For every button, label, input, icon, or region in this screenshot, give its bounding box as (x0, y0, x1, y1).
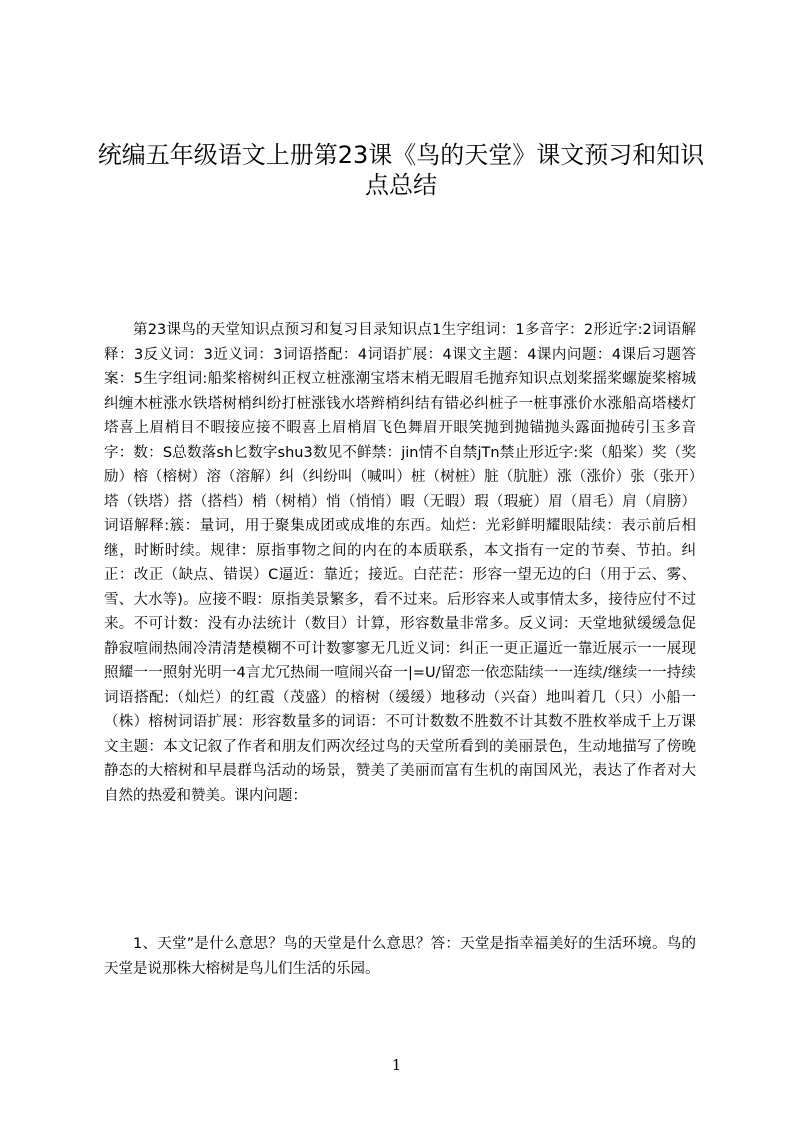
body-paragraph: 第23课鸟的天堂知识点预习和复习目录知识点1生字组词：1多音字：2形近字:2词语解释：3反义词：3近义词：3词语搭配：4词语扩展：4课文主题：4课内问题：4课后习题答案：5生字组词:船桨榕树纠正杈立桩涨潮宝塔末梢无暇眉毛抛弃知识点划桨摇桨螺旋桨榕城纠缠木桩涨水铁塔树梢纠纷打桩涨钱水塔辫梢纠结有错必纠桩子一桩事涨价水涨船高塔楼灯塔喜上眉梢目不暇接应接不暇喜上眉梢眉飞色舞眉开眼笑抛到抛锚抛头露面抛砖引玉多音字：数：S总数落sh匕数字shu3数见不鲜禁：jin情不自禁jTn禁止形近字:桨（船桨）奖（奖励）榕（榕树）溶（溶解）纠（纠纷叫（喊叫）桩（树桩）脏（肮脏）涨（涨价）张（张开）塔（铁塔）搭（搭档）梢（树梢）悄（悄悄）暇（无暇）瑕（瑕疵）眉（眉毛）肩（肩膀）词语解释:簇：量词，用于聚集成团或成堆的东西。灿烂：光彩鲜明耀眼陆续：表示前后相继，时断时续。规律：原指事物之间的内在的本质联系，本文指有一定的节奏、节拍。纠正：改正（缺点、错误）C逼近：靠近；接近。白茫茫：形容一望无边的臼（用于云、雾、雪、大水等)。应接不暇：原指美景繁多，看不过来。后形容来人或事情太多，接待应付不过来。不可计数：没有办法统计（数目）计算，形容数量非常多。反义词：天堂地狱缓缓急促静寂喧闹热闹冷清清楚模糊不可计数寥寥无几近义词：纠正一更正逼近一靠近展示一一展现照耀一一照射光明一4言尤冗热闹一喧闹兴奋一|=U/留恋一依恋陆续一一连续/继续一一持续词语搭配:（灿烂）的红霞（茂盛）的榕树（缓缓）地移动（兴奋）地叫着几（只）小船一（株）榕树词语扩展：形容数量多的词语：不可计数数不胜数不计其数不胜枚举成千上万课文主题：本文记叙了作者和朋友们两次经过鸟的天堂所看到的美丽景色，生动地描写了傍晚静态的大榕树和早晨群鸟活动的场景，赞美了美丽而富有生机的南国风光，表达了作者对大自然的热爱和赞美。课内问题： (104, 322, 696, 804)
document-title: 统编五年级语文上册第23课《鸟的天堂》课文预习和知识点总结 (97, 141, 705, 199)
page-number: 1 (391, 1056, 402, 1074)
question-paragraph: 1、天堂”是什么意思？鸟的天堂是什么意思？答：天堂是指幸福美好的生活环境。鸟的天堂是说那株大榕树是鸟儿们生活的乐园。 (104, 936, 696, 977)
